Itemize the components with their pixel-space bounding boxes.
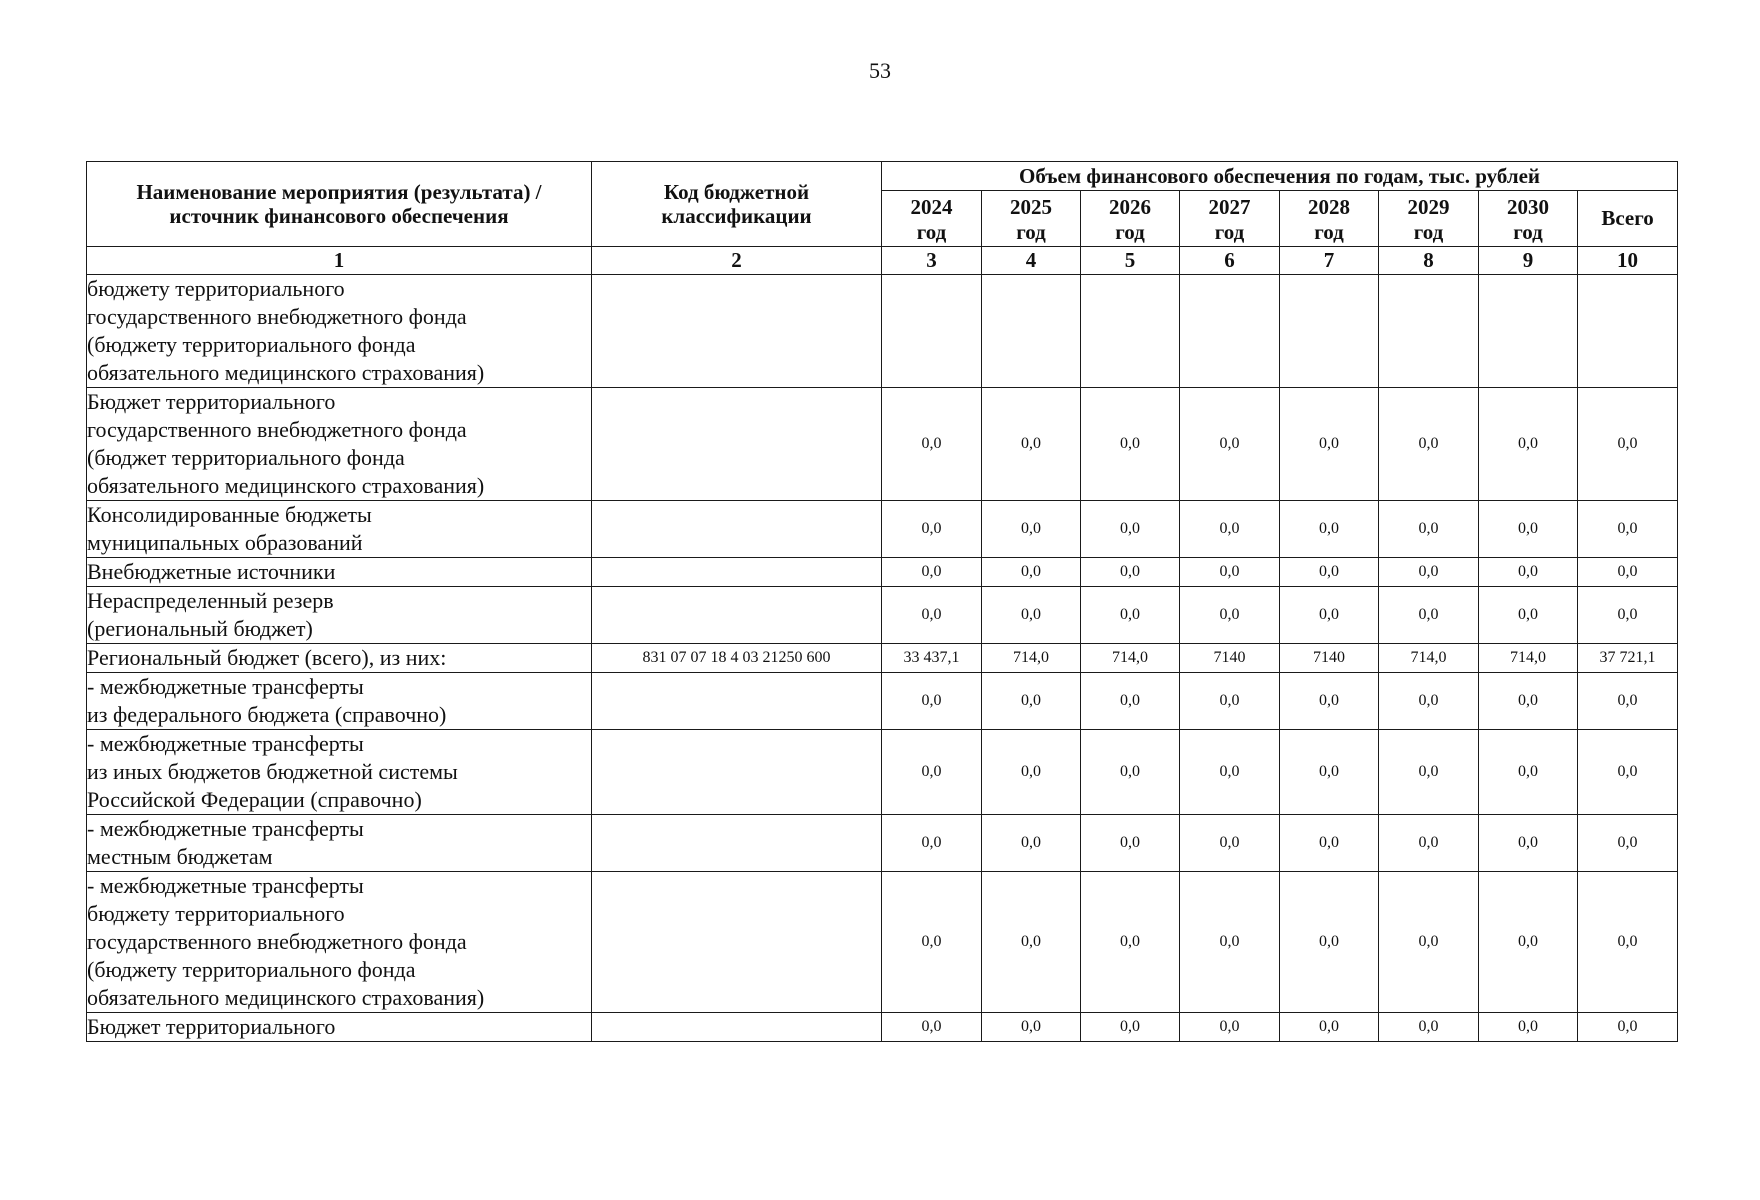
row-name: Бюджет территориального государственного внебюджетного фонда (бюджет территориального фонда обязательного медицинского страхования) xyxy=(87,388,592,501)
row-budget-code xyxy=(592,872,882,1013)
row-year-value: 0,0 xyxy=(1081,558,1180,587)
row-budget-code xyxy=(592,730,882,815)
row-year-value: 0,0 xyxy=(1479,501,1578,558)
row-year-value: 0,0 xyxy=(882,501,982,558)
row-year-value: 0,0 xyxy=(882,388,982,501)
row-year-value: 714,0 xyxy=(982,644,1081,673)
row-year-value: 0,0 xyxy=(1280,730,1379,815)
header-code-column xyxy=(592,162,882,247)
row-total-value: 0,0 xyxy=(1578,1013,1678,1042)
column-number: 8 xyxy=(1379,247,1479,275)
row-year-value: 0,0 xyxy=(1180,501,1280,558)
row-year-value: 714,0 xyxy=(1379,644,1479,673)
row-year-value: 0,0 xyxy=(1479,673,1578,730)
budget-table xyxy=(86,161,1678,1042)
row-name: Региональный бюджет (всего), из них: xyxy=(87,644,592,673)
row-year-value: 0,0 xyxy=(882,673,982,730)
row-year-value xyxy=(1081,275,1180,388)
row-budget-code xyxy=(592,501,882,558)
row-total-value: 0,0 xyxy=(1578,558,1678,587)
column-number: 9 xyxy=(1479,247,1578,275)
row-year-value: 0,0 xyxy=(882,730,982,815)
row-year-value: 0,0 xyxy=(1081,501,1180,558)
row-total-value: 0,0 xyxy=(1578,815,1678,872)
row-year-value: 0,0 xyxy=(1280,558,1379,587)
header-name-text: Наименование мероприятия (результата) / источник финансового обеспечения xyxy=(136,179,542,228)
row-name: Нераспределенный резерв (региональный бюджет) xyxy=(87,587,592,644)
header-year-2029 xyxy=(1379,191,1479,247)
row-total-value: 0,0 xyxy=(1578,730,1678,815)
row-year-value: 0,0 xyxy=(1180,388,1280,501)
row-year-value: 0,0 xyxy=(1180,815,1280,872)
row-year-value: 0,0 xyxy=(1280,501,1379,558)
row-year-value: 0,0 xyxy=(1081,388,1180,501)
column-number: 3 xyxy=(882,247,982,275)
row-year-value: 0,0 xyxy=(882,815,982,872)
row-year-value: 0,0 xyxy=(1081,872,1180,1013)
page-number: 53 xyxy=(869,58,891,83)
row-year-value: 0,0 xyxy=(882,872,982,1013)
row-year-value: 0,0 xyxy=(1479,815,1578,872)
row-year-value: 0,0 xyxy=(1180,730,1280,815)
table-row xyxy=(87,872,1678,1013)
row-year-value: 0,0 xyxy=(882,558,982,587)
row-year-value: 0,0 xyxy=(882,1013,982,1042)
row-year-value: 0,0 xyxy=(1479,872,1578,1013)
column-number: 1 xyxy=(87,247,592,275)
row-year-value: 0,0 xyxy=(1180,587,1280,644)
table-row xyxy=(87,1013,1678,1042)
header-row-top xyxy=(87,162,1678,191)
row-year-value: 0,0 xyxy=(1280,388,1379,501)
row-year-value: 0,0 xyxy=(982,673,1081,730)
row-year-value: 0,0 xyxy=(1081,1013,1180,1042)
row-budget-code xyxy=(592,388,882,501)
header-year-2024 xyxy=(882,191,982,247)
header-year-2026 xyxy=(1081,191,1180,247)
row-year-value: 0,0 xyxy=(1280,1013,1379,1042)
row-name: Консолидированные бюджеты муниципальных образований xyxy=(87,501,592,558)
row-year-value: 0,0 xyxy=(1379,1013,1479,1042)
row-budget-code xyxy=(592,558,882,587)
column-number: 7 xyxy=(1280,247,1379,275)
row-year-value: 0,0 xyxy=(1379,872,1479,1013)
row-year-value: 0,0 xyxy=(982,815,1081,872)
table-row xyxy=(87,501,1678,558)
year-number: 2025 xyxy=(1010,194,1052,219)
year-number: 2030 xyxy=(1507,194,1549,219)
row-budget-code xyxy=(592,815,882,872)
year-number: 2026 xyxy=(1109,194,1151,219)
row-year-value xyxy=(1280,275,1379,388)
table-row xyxy=(87,644,1678,673)
table-body xyxy=(87,275,1678,1042)
year-word: год xyxy=(1214,219,1245,244)
year-word: год xyxy=(1314,219,1344,244)
row-year-value: 0,0 xyxy=(1479,1013,1578,1042)
row-year-value: 0,0 xyxy=(1180,558,1280,587)
header-year-2028 xyxy=(1280,191,1379,247)
row-budget-code: 831 07 07 18 4 03 21250 600 xyxy=(592,644,882,673)
row-year-value: 0,0 xyxy=(982,730,1081,815)
row-year-value xyxy=(882,275,982,388)
column-numbers-row xyxy=(87,247,1678,275)
row-name: бюджету территориального государственного внебюджетного фонда (бюджету территориального фонда обязательного медицинского страхования) xyxy=(87,275,592,388)
row-total-value: 37 721,1 xyxy=(1578,644,1678,673)
row-name: - межбюджетные трансферты бюджету территориального государственного внебюджетного фонда (бюджету территориального фонда обязательного медицинского страхования) xyxy=(87,872,592,1013)
table-row xyxy=(87,388,1678,501)
row-year-value: 0,0 xyxy=(1479,388,1578,501)
table-row xyxy=(87,815,1678,872)
row-year-value: 0,0 xyxy=(982,388,1081,501)
row-year-value: 0,0 xyxy=(1180,1013,1280,1042)
row-year-value: 0,0 xyxy=(1180,673,1280,730)
header-name-column xyxy=(87,162,592,247)
row-year-value: 33 437,1 xyxy=(882,644,982,673)
row-year-value xyxy=(1479,275,1578,388)
row-year-value: 0,0 xyxy=(1479,730,1578,815)
row-budget-code xyxy=(592,275,882,388)
row-year-value: 0,0 xyxy=(1081,673,1180,730)
row-total-value: 0,0 xyxy=(1578,388,1678,501)
row-total-value: 0,0 xyxy=(1578,501,1678,558)
row-year-value: 0,0 xyxy=(1280,673,1379,730)
row-year-value: 0,0 xyxy=(1379,673,1479,730)
header-year-2027 xyxy=(1180,191,1280,247)
row-year-value: 0,0 xyxy=(1379,388,1479,501)
row-year-value: 0,0 xyxy=(1379,501,1479,558)
table-row xyxy=(87,587,1678,644)
row-total-value xyxy=(1578,275,1678,388)
header-code-text: Код бюджетной классификации xyxy=(661,179,812,228)
year-word: год xyxy=(1513,219,1543,244)
row-year-value xyxy=(1379,275,1479,388)
year-word: год xyxy=(1115,219,1145,244)
row-year-value: 0,0 xyxy=(882,587,982,644)
header-year-2025 xyxy=(982,191,1081,247)
column-number: 5 xyxy=(1081,247,1180,275)
row-name: - межбюджетные трансферты из федерального бюджета (справочно) xyxy=(87,673,592,730)
header-year-2030 xyxy=(1479,191,1578,247)
row-total-value: 0,0 xyxy=(1578,872,1678,1013)
column-number: 6 xyxy=(1180,247,1280,275)
row-name: Бюджет территориального xyxy=(87,1013,592,1042)
year-number: 2028 xyxy=(1308,194,1350,219)
row-budget-code xyxy=(592,587,882,644)
row-year-value xyxy=(1180,275,1280,388)
row-name: - межбюджетные трансферты местным бюджетам xyxy=(87,815,592,872)
year-number: 2024 xyxy=(910,194,953,219)
row-year-value: 0,0 xyxy=(1479,558,1578,587)
row-year-value: 714,0 xyxy=(1081,644,1180,673)
year-word: год xyxy=(916,219,947,244)
row-year-value: 0,0 xyxy=(1081,587,1180,644)
row-year-value: 0,0 xyxy=(1180,872,1280,1013)
row-year-value: 0,0 xyxy=(982,558,1081,587)
year-number: 2029 xyxy=(1407,194,1450,219)
column-number: 10 xyxy=(1578,247,1678,275)
row-year-value: 0,0 xyxy=(982,501,1081,558)
row-year-value: 0,0 xyxy=(1379,815,1479,872)
row-year-value: 0,0 xyxy=(982,872,1081,1013)
row-total-value: 0,0 xyxy=(1578,587,1678,644)
header-total: Всего xyxy=(1578,191,1678,247)
year-word: год xyxy=(1413,219,1444,244)
table-row xyxy=(87,275,1678,388)
table-row xyxy=(87,558,1678,587)
row-year-value: 0,0 xyxy=(1379,587,1479,644)
row-year-value: 0,0 xyxy=(1280,872,1379,1013)
row-year-value: 0,0 xyxy=(1280,815,1379,872)
row-year-value: 0,0 xyxy=(1479,587,1578,644)
row-budget-code xyxy=(592,1013,882,1042)
row-budget-code xyxy=(592,673,882,730)
row-year-value: 0,0 xyxy=(1379,558,1479,587)
row-year-value xyxy=(982,275,1081,388)
year-word: год xyxy=(1016,219,1046,244)
row-year-value: 7140 xyxy=(1280,644,1379,673)
row-year-value: 714,0 xyxy=(1479,644,1578,673)
row-year-value: 0,0 xyxy=(1379,730,1479,815)
row-total-value: 0,0 xyxy=(1578,673,1678,730)
row-name: - межбюджетные трансферты из иных бюджетов бюджетной системы Российской Федерации (справочно) xyxy=(87,730,592,815)
row-year-value: 0,0 xyxy=(982,587,1081,644)
column-number: 2 xyxy=(592,247,882,275)
table-row xyxy=(87,730,1678,815)
row-year-value: 0,0 xyxy=(982,1013,1081,1042)
year-number: 2027 xyxy=(1208,194,1251,219)
row-name: Внебюджетные источники xyxy=(87,558,592,587)
row-year-value: 0,0 xyxy=(1081,730,1180,815)
row-year-value: 0,0 xyxy=(1280,587,1379,644)
row-year-value: 7140 xyxy=(1180,644,1280,673)
column-number: 4 xyxy=(982,247,1081,275)
table-row xyxy=(87,673,1678,730)
header-group: Объем финансового обеспечения по годам, тыс. рублей xyxy=(882,162,1678,191)
row-year-value: 0,0 xyxy=(1081,815,1180,872)
